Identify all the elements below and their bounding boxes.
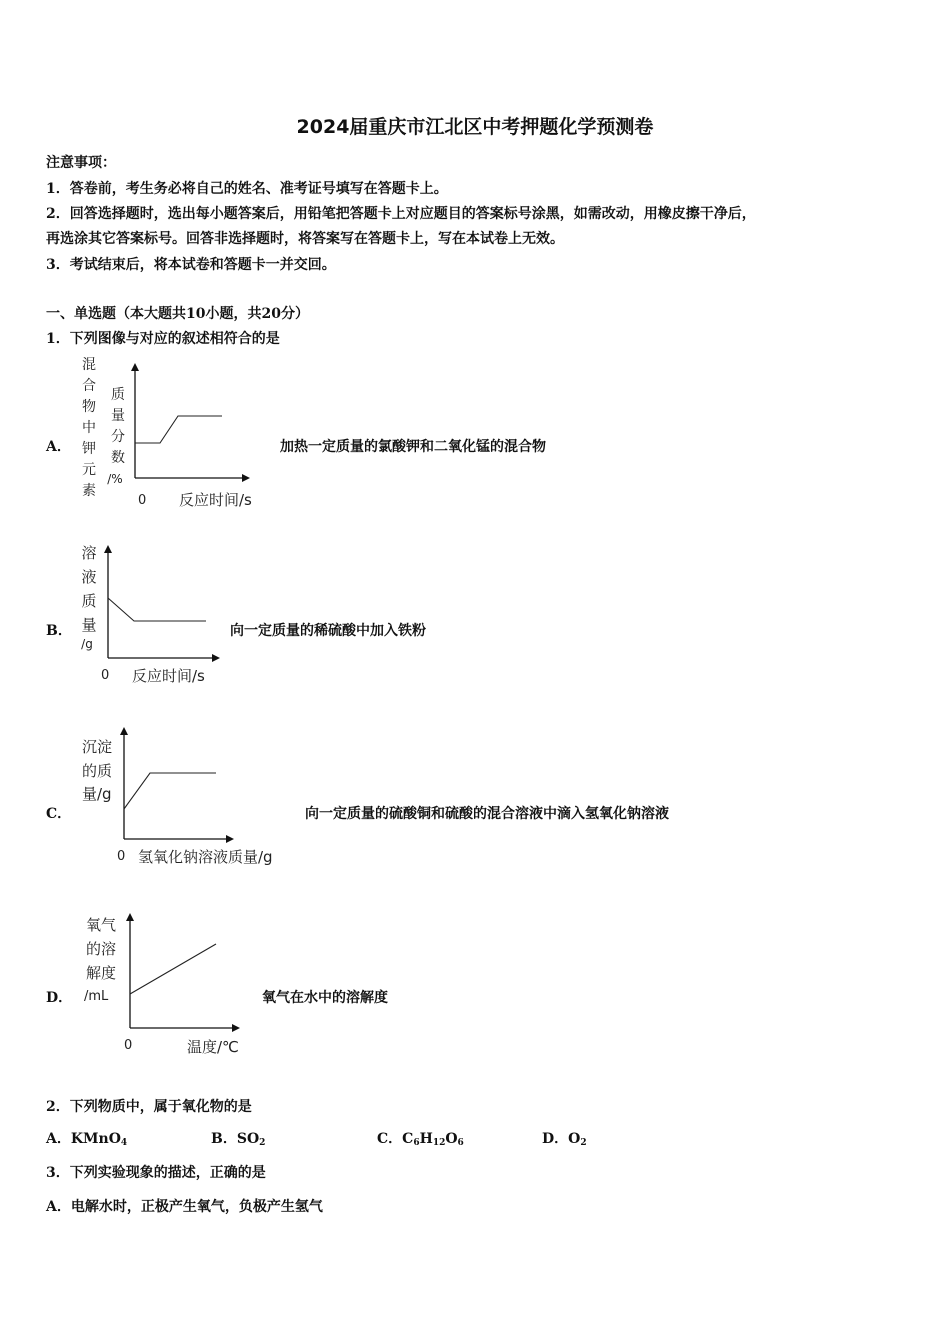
graph-b-ylabel-1: 溶 <box>81 544 97 562</box>
q1-option-d-label: D． <box>46 990 73 1006</box>
graph-d-ylabel-1: 氧气 <box>86 916 117 934</box>
graph-c-ylabel-2: 的质 <box>82 762 113 780</box>
graph-d-xlabel: 温度/℃ <box>187 1038 239 1056</box>
graph-b-origin: 0 <box>101 668 110 683</box>
graph-d-origin: 0 <box>124 1038 133 1053</box>
graph-d-ylabel-3: 解度 <box>86 964 117 982</box>
graph-d-ylabel-4: /mL <box>84 989 109 1004</box>
graph-a-ylabel-right-2: 量 <box>111 408 125 424</box>
q1-option-d-graph <box>80 908 250 1063</box>
q1-option-c-label: C． <box>46 806 72 822</box>
graph-b-ylabel-5: /g <box>81 637 93 651</box>
q1-option-b-graph <box>72 540 232 690</box>
q2-option-b: B．$SO_2$ <box>211 1131 266 1148</box>
graph-a-ylabel-right-4: 数 <box>111 450 125 466</box>
graph-a-ylabel-left-4: 中 <box>82 420 96 436</box>
q1-option-b-label: B． <box>46 623 72 639</box>
notice-item-3: 3．考试结束后，将本试卷和答题卡一并交回。 <box>46 257 336 273</box>
graph-b-ylabel-3: 质 <box>81 592 97 610</box>
notice-item-1: 1．答卷前，考生务必将自己的姓名、准考证号填写在答题卡上。 <box>46 181 448 197</box>
graph-a-ylabel-left-2: 合 <box>82 378 96 394</box>
page-title: 2024届重庆市江北区中考押题化学预测卷 <box>296 116 654 138</box>
graph-b-ylabel-2: 液 <box>81 568 97 586</box>
graph-c-ylabel-3: 量/g <box>82 785 112 803</box>
graph-a-origin: 0 <box>138 493 147 508</box>
graph-c-origin: 0 <box>117 849 126 864</box>
graph-a-ylabel-left-1: 混 <box>82 357 96 373</box>
graph-b-ylabel-4: 量 <box>81 616 97 634</box>
graph-a-ylabel-left-3: 物 <box>82 399 96 415</box>
graph-c-ylabel-1: 沉淀 <box>82 738 113 756</box>
graph-a-ylabel-right-3: 分 <box>111 429 125 445</box>
q1-option-a-desc: 加热一定质量的氯酸钾和二氧化锰的混合物 <box>280 439 546 455</box>
q2-option-a: A．KMnO$_4$ <box>46 1131 128 1148</box>
q1-option-c-desc: 向一定质量的硫酸铜和硫酸的混合溶液中滴入氢氧化钠溶液 <box>305 806 669 822</box>
graph-a-ylabel-left-6: 元 <box>82 462 96 478</box>
graph-a-ylabel-right-5: /% <box>107 472 123 486</box>
question-1-stem: 1．下列图像与对应的叙述相符合的是 <box>46 331 280 347</box>
q2-option-c: C．$C_6H_{12}O_6$ <box>377 1131 464 1148</box>
notice-item-2-cont: 再选涂其它答案标号。回答非选择题时，将答案写在答题卡上，写在本试卷上无效。 <box>46 231 564 247</box>
graph-d-ylabel-2: 的溶 <box>86 940 117 958</box>
q1-option-c-graph <box>76 722 301 872</box>
graph-a-xlabel: 反应时间/s <box>179 491 252 509</box>
graph-c-xlabel: 氢氧化钠溶液质量/g <box>138 848 273 866</box>
q3-option-a: A．电解水时，正极产生氧气，负极产生氢气 <box>46 1199 323 1215</box>
graph-a-ylabel-right-1: 质 <box>111 387 125 403</box>
graph-a-ylabel-left-5: 钾 <box>82 441 96 457</box>
q1-option-d-desc: 氧气在水中的溶解度 <box>262 990 388 1006</box>
question-2-stem: 2．下列物质中，属于氧化物的是 <box>46 1099 252 1115</box>
q1-option-b-desc: 向一定质量的稀硫酸中加入铁粉 <box>230 623 426 639</box>
notice-item-2: 2．回答选择题时，选出每小题答案后，用铅笔把答题卡上对应题目的答案标号涂黑，如需改动，用橡皮擦干净后， <box>46 206 756 222</box>
q1-option-a-label: A． <box>46 439 71 455</box>
question-3-stem: 3．下列实验现象的描述，正确的是 <box>46 1165 266 1181</box>
notice-heading: 注意事项： <box>46 155 116 171</box>
q1-option-a-graph <box>72 355 272 515</box>
section-heading: 一、单选题（本大题共10小题，共20分） <box>46 306 309 322</box>
q2-option-d: D．$O_2$ <box>542 1131 587 1148</box>
graph-a-ylabel-left-7: 素 <box>82 483 96 499</box>
graph-b-xlabel: 反应时间/s <box>132 667 205 685</box>
